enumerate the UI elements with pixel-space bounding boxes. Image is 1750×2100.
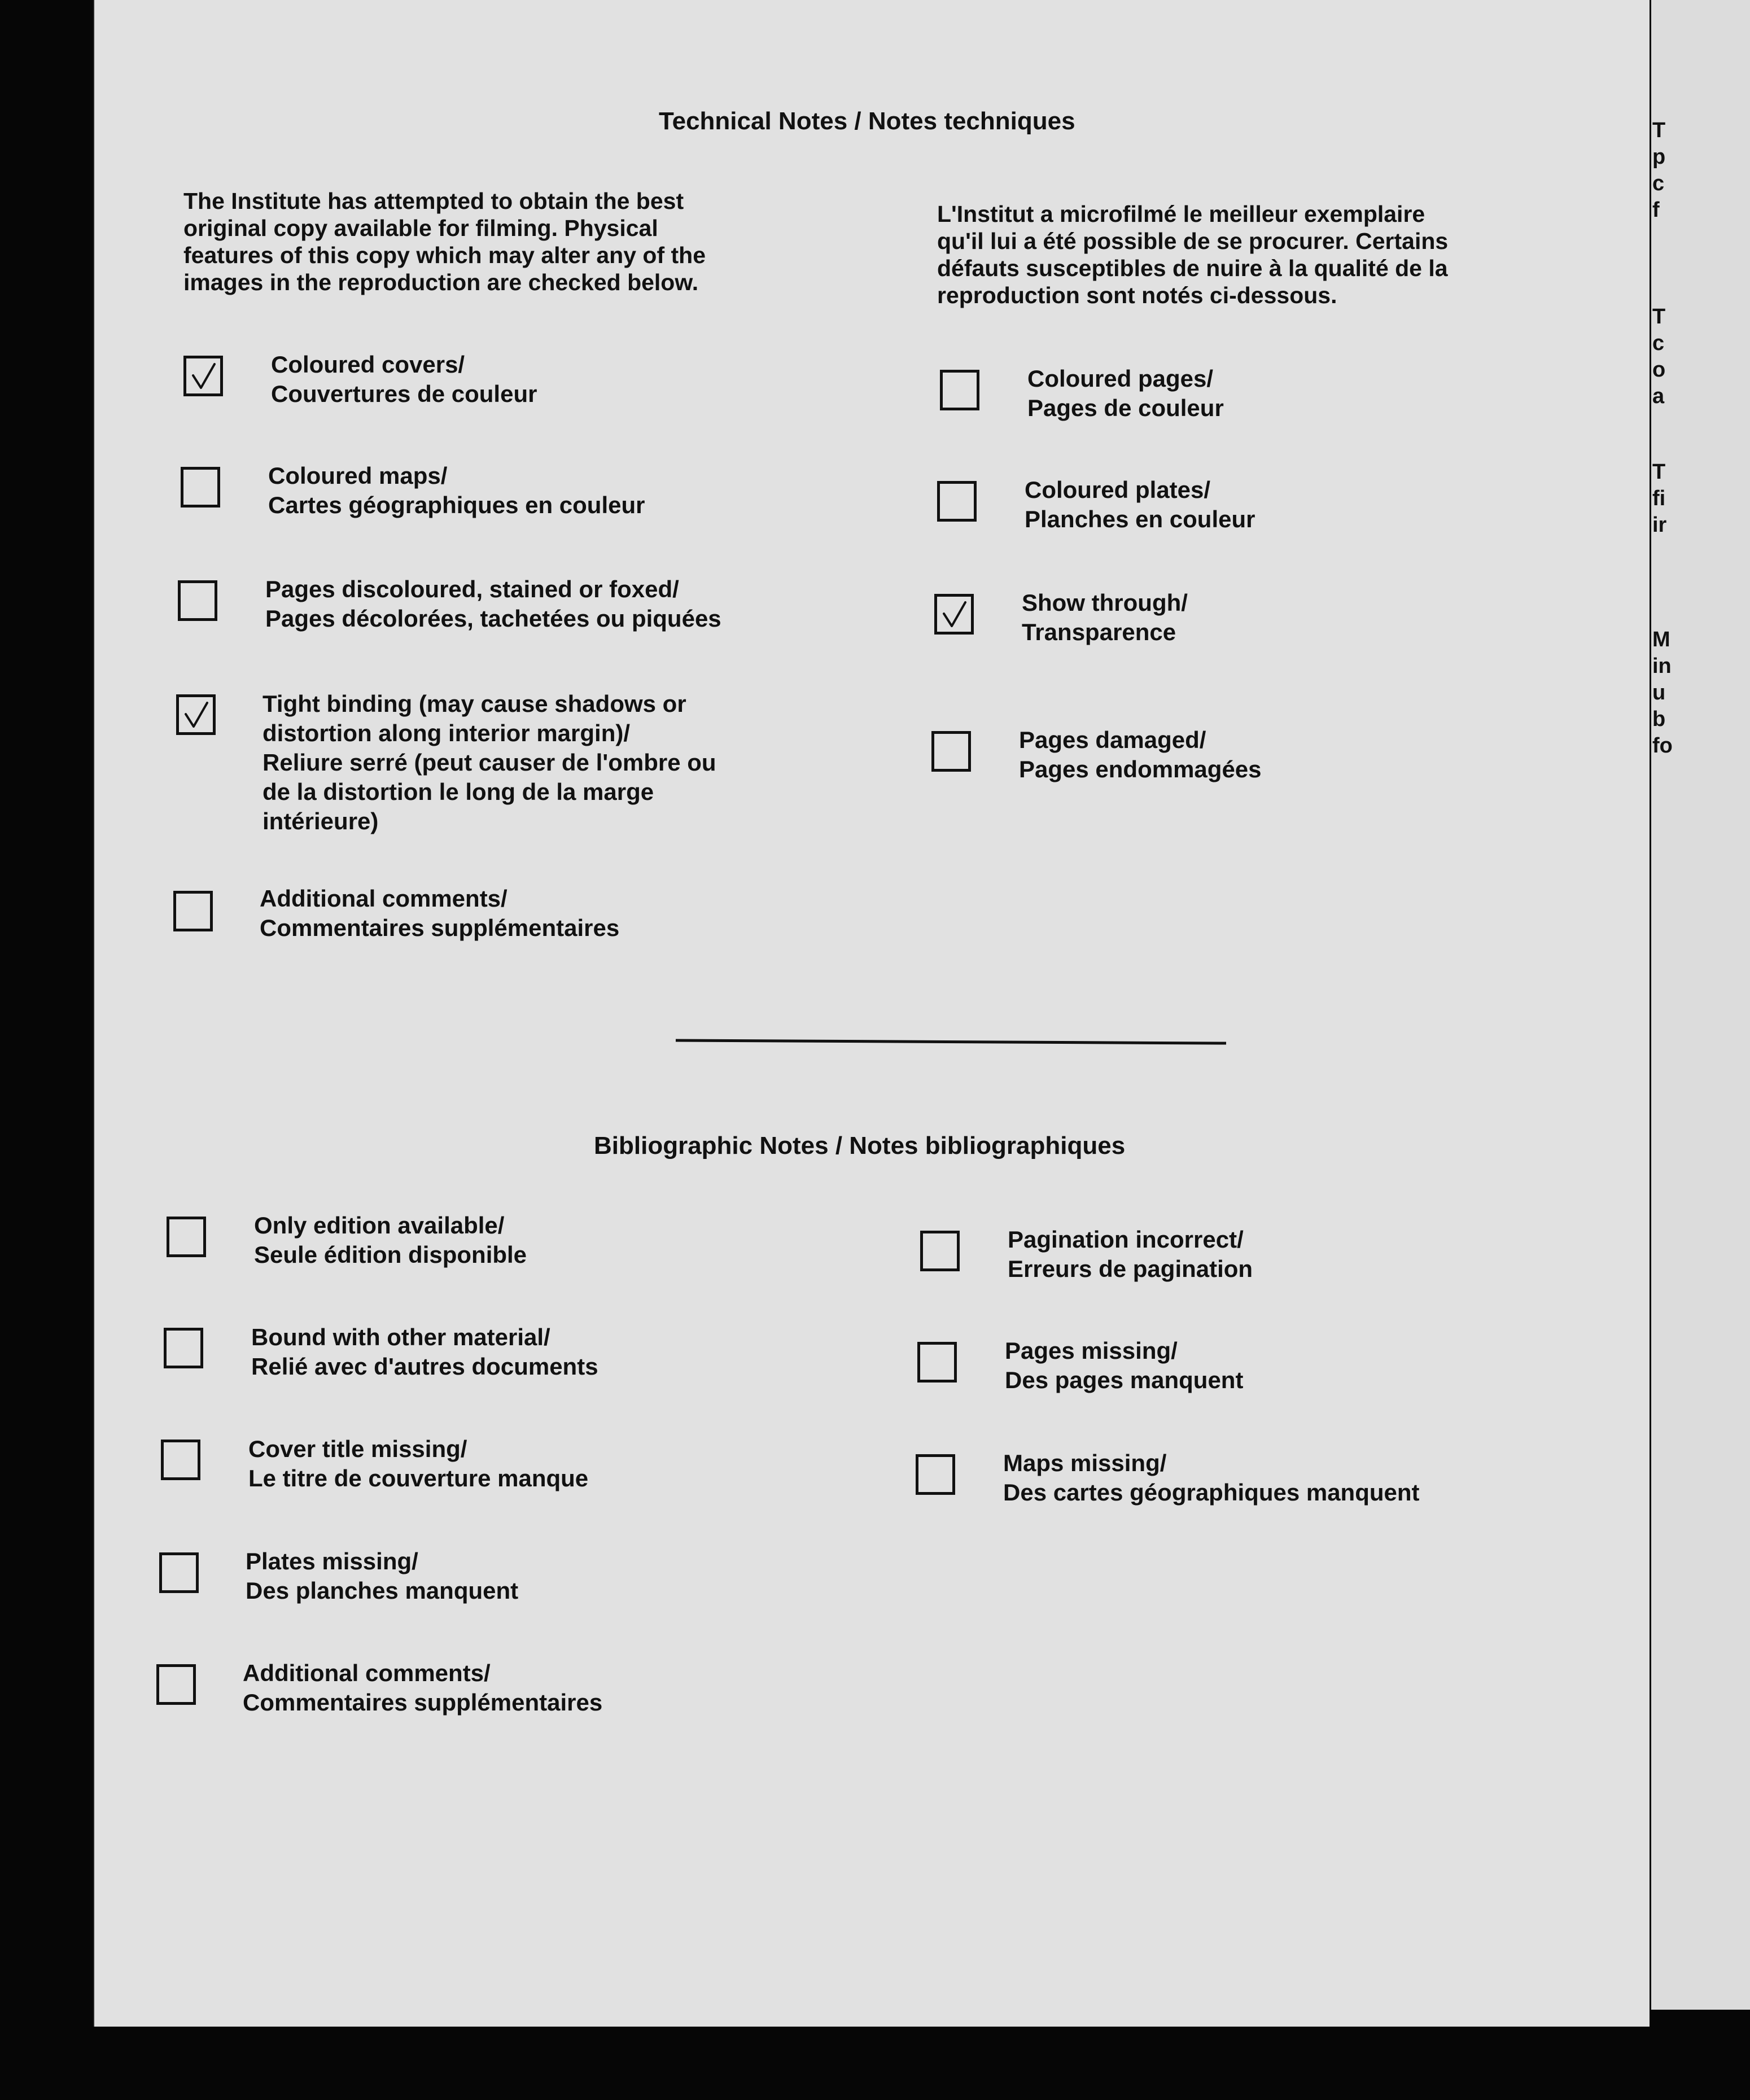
pages-missing-checkbox[interactable] — [917, 1342, 957, 1383]
show-through-label: Show through/ Transparence — [1022, 589, 1188, 645]
only-edition-label: Only edition available/ Seule édition disponible — [254, 1212, 527, 1268]
additional-comments-technical-checkbox[interactable] — [173, 891, 213, 931]
cover-title-missing-label: Cover title missing/ Le titre de couverture manque — [248, 1436, 589, 1491]
coloured-maps-checkbox[interactable] — [181, 467, 220, 508]
coloured-covers-checkbox[interactable] — [183, 356, 223, 396]
coloured-pages-label: Coloured pages/ Pages de couleur — [1027, 365, 1224, 421]
pages-discoloured-label: Pages discoloured, stained or foxed/ Pages décolorées, tachetées ou piquées — [265, 576, 721, 632]
check-mark-icon — [940, 600, 969, 629]
pages-damaged-label: Pages damaged/ Pages endommagées — [1019, 727, 1262, 782]
bibliographic-notes-heading: Bibliographic Notes / Notes bibliographiques — [594, 1132, 1126, 1160]
section-divider — [676, 1039, 1226, 1044]
pages-discoloured-checkbox[interactable] — [178, 580, 217, 621]
only-edition-checkbox[interactable] — [167, 1217, 206, 1257]
adjacent-page-text-2: T c o a — [1652, 305, 1666, 408]
pagination-incorrect-label: Pagination incorrect/ Erreurs de pagination — [1008, 1226, 1253, 1282]
maps-missing-label: Maps missing/ Des cartes géographiques manquent — [1003, 1450, 1420, 1506]
bound-with-label: Bound with other material/ Relié avec d'autres documents — [251, 1324, 598, 1380]
additional-comments-bibliographic-label: Additional comments/ Commentaires supplémentaires — [243, 1660, 603, 1716]
technical-intro-english: The Institute has attempted to obtain the best original copy available for filming. Physical features of this copy which may alter any of the images in the reproduction are checked below. — [183, 188, 706, 295]
cover-title-missing-checkbox[interactable] — [161, 1440, 200, 1480]
technical-notes-heading: Technical Notes / Notes techniques — [659, 107, 1075, 135]
pages-damaged-checkbox[interactable] — [931, 731, 971, 772]
tight-binding-checkbox[interactable] — [176, 694, 216, 735]
coloured-maps-label: Coloured maps/ Cartes géographiques en couleur — [268, 462, 645, 518]
pagination-incorrect-checkbox[interactable] — [920, 1231, 960, 1271]
technical-intro-french: L'Institut a microfilmé le meilleur exemplaire qu'il lui a été possible de se procurer. Certains défauts susceptibles de nuire à la qualité de la reproduction sont notés ci-dessous. — [937, 201, 1449, 308]
plates-missing-label: Plates missing/ Des planches manquent — [246, 1548, 519, 1604]
adjacent-page-fragment — [1651, 0, 1750, 2010]
coloured-plates-label: Coloured plates/ Planches en couleur — [1025, 476, 1255, 532]
tight-binding-label: Tight binding (may cause shadows or distortion along interior margin)/ Reliure serré (peut causer de l'ombre ou de la distortion le long de la marge intérieure) — [262, 690, 716, 834]
show-through-checkbox[interactable] — [934, 594, 974, 635]
adjacent-page-text-4: M in u b fo — [1652, 628, 1673, 758]
adjacent-page-text-1: T p c f — [1652, 119, 1666, 222]
additional-comments-bibliographic-checkbox[interactable] — [156, 1664, 196, 1705]
maps-missing-checkbox[interactable] — [916, 1454, 955, 1495]
coloured-plates-checkbox[interactable] — [937, 481, 977, 522]
plates-missing-checkbox[interactable] — [159, 1552, 199, 1593]
coloured-covers-label: Coloured covers/ Couvertures de couleur — [271, 351, 537, 407]
check-mark-icon — [182, 701, 211, 730]
document-page — [93, 0, 1650, 2027]
adjacent-page-text-3: T fi ir — [1652, 460, 1667, 537]
bound-with-checkbox[interactable] — [164, 1328, 203, 1368]
check-mark-icon — [190, 362, 218, 391]
coloured-pages-checkbox[interactable] — [940, 370, 979, 410]
pages-missing-label: Pages missing/ Des pages manquent — [1005, 1337, 1244, 1393]
additional-comments-technical-label: Additional comments/ Commentaires supplémentaires — [260, 885, 620, 941]
